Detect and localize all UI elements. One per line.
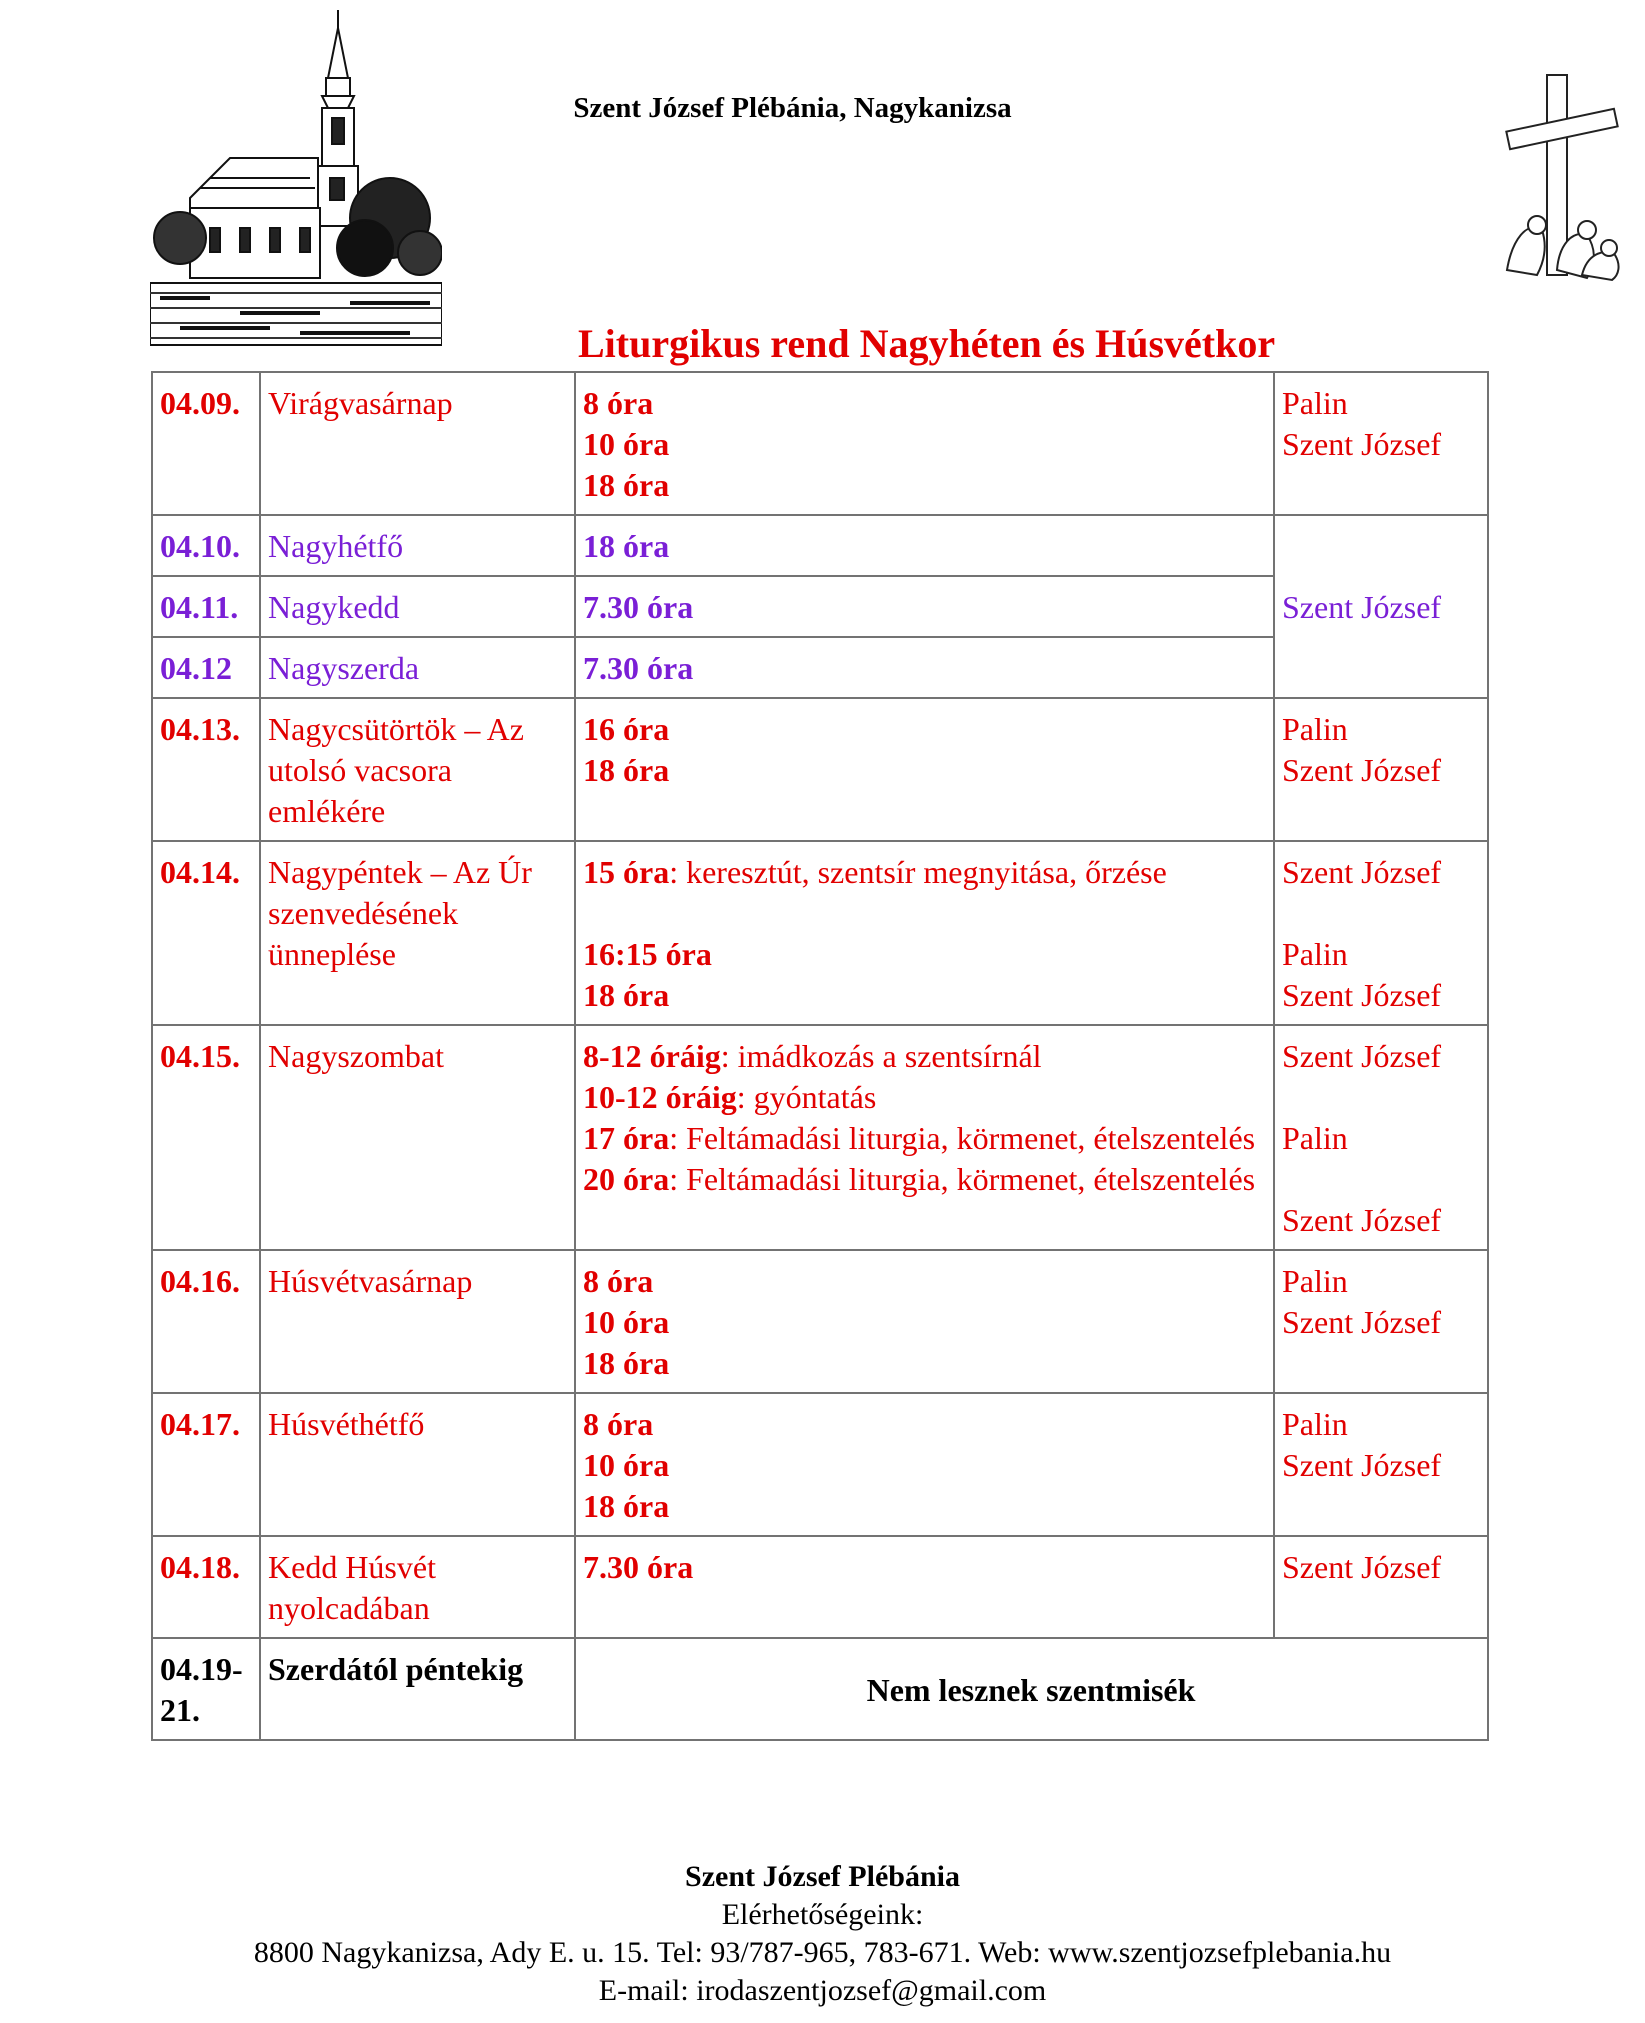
table-row [152, 372, 1488, 515]
page-title: Liturgikus rend Nagyhéten és Húsvétkor [578, 321, 1276, 366]
row-times [575, 841, 1274, 1025]
row-date: 04.13. [152, 698, 260, 841]
row-day: Kedd Húsvét nyolcadában [260, 1536, 575, 1638]
row-date: 04.10. [152, 515, 260, 576]
time-entry: 16:15 óra [583, 936, 712, 972]
time-entry: 10-12 óráig: gyóntatás [583, 1079, 877, 1115]
no-mass-note: Nem lesznek szentmisék [575, 1638, 1488, 1740]
table-row [152, 841, 1488, 1025]
row-times [575, 372, 1274, 515]
place-entry: Szent József [1282, 1304, 1442, 1340]
time-entry: 18 óra [583, 1345, 670, 1381]
time-entry: 18 óra [583, 467, 670, 503]
time-entry: 15 óra: keresztút, szentsír megnyitása, őrzése [583, 854, 1167, 890]
place-entry: Szent József [1282, 854, 1442, 890]
row-places [1274, 1025, 1488, 1250]
time-entry: 18 óra [583, 977, 670, 1013]
place-entry: Szent József [1282, 977, 1442, 1013]
row-date: 04.14. [152, 841, 260, 1025]
row-places [1274, 1393, 1488, 1536]
row-time: 7.30 óra [575, 1536, 1274, 1638]
row-date: 04.17. [152, 1393, 260, 1536]
row-times [575, 1025, 1274, 1250]
row-day: Húsvéthétfő [260, 1393, 575, 1536]
row-day: Nagyhétfő [260, 515, 575, 576]
liturgy-schedule-table [151, 371, 1489, 1741]
row-date: 04.19-21. [152, 1638, 260, 1740]
footer-email: E-mail: irodaszentjozsef@gmail.com [598, 1974, 1047, 2007]
place-entry: Szent József [1282, 426, 1442, 462]
place-entry: Palin [1282, 711, 1348, 747]
table-row [152, 515, 1488, 576]
row-places [1274, 372, 1488, 515]
row-places [1274, 841, 1488, 1025]
church-illustration [150, 8, 442, 348]
row-times [575, 1250, 1274, 1393]
place-entry: Palin [1282, 1263, 1348, 1299]
time-entry: 8 óra [583, 385, 654, 421]
time-entry: 18 óra [583, 1488, 670, 1524]
footer [0, 1858, 1645, 2010]
place-entry: Szent József [1282, 1038, 1442, 1074]
time-entry: 8 óra [583, 1263, 654, 1299]
row-date: 04.09. [152, 372, 260, 515]
row-date: 04.12 [152, 637, 260, 698]
row-place: Szent József [1274, 1536, 1488, 1638]
row-date: 04.16. [152, 1250, 260, 1393]
row-date: 04.15. [152, 1025, 260, 1250]
row-day: Nagyszerda [260, 637, 575, 698]
row-date: 04.11. [152, 576, 260, 637]
table-row [152, 1536, 1488, 1638]
time-entry: 8 óra [583, 1406, 654, 1442]
table-row [152, 1393, 1488, 1536]
row-date: 04.18. [152, 1536, 260, 1638]
row-day: Nagykedd [260, 576, 575, 637]
row-time: 7.30 óra [575, 637, 1274, 698]
row-time: 7.30 óra [575, 576, 1274, 637]
place-entry: Szent József [1282, 1202, 1442, 1238]
table-row [152, 698, 1488, 841]
time-entry: 18 óra [583, 752, 670, 788]
time-entry: 16 óra [583, 711, 670, 747]
time-entry: 8-12 óráig: imádkozás a szentsírnál [583, 1038, 1042, 1074]
row-time: 18 óra [575, 515, 1274, 576]
place-entry: Szent József [1282, 752, 1442, 788]
table-row [152, 1250, 1488, 1393]
place-entry: Szent József [1282, 1447, 1442, 1483]
row-places [1274, 698, 1488, 841]
row-place: Szent József [1274, 515, 1488, 698]
row-times [575, 1393, 1274, 1536]
row-day: Nagyszombat [260, 1025, 575, 1250]
footer-contacts-label: Elérhetőségeink: [721, 1898, 924, 1931]
place-entry: Palin [1282, 1120, 1348, 1156]
row-day: Nagypéntek – Az Úr szenvedésének ünneplése [260, 841, 575, 1025]
table-row [152, 1025, 1488, 1250]
place-entry: Palin [1282, 936, 1348, 972]
time-entry: 17 óra: Feltámadási liturgia, körmenet, ételszentelés [583, 1120, 1256, 1156]
place-entry: Palin [1282, 1406, 1348, 1442]
table-row [152, 1638, 1488, 1740]
time-entry: 10 óra [583, 1304, 670, 1340]
time-entry: 10 óra [583, 426, 670, 462]
footer-address: 8800 Nagykanizsa, Ady E. u. 15. Tel: 93/787-965, 783-671. Web: www.szentjozsefplebania.hu [253, 1936, 1392, 1969]
time-entry: 20 óra: Feltámadási liturgia, körmenet, ételszentelés [583, 1161, 1256, 1197]
row-day: Nagycsütörtök – Az utolsó vacsora emlékére [260, 698, 575, 841]
row-places [1274, 1250, 1488, 1393]
time-entry: 10 óra [583, 1447, 670, 1483]
footer-parish-name: Szent József Plébánia [685, 1860, 960, 1893]
parish-header: Szent József Plébánia, Nagykanizsa [573, 92, 1012, 124]
row-day: Húsvétvasárnap [260, 1250, 575, 1393]
row-day: Szerdától péntekig [260, 1638, 575, 1740]
row-day: Virágvasárnap [260, 372, 575, 515]
place-entry: Palin [1282, 385, 1348, 421]
row-times [575, 698, 1274, 841]
